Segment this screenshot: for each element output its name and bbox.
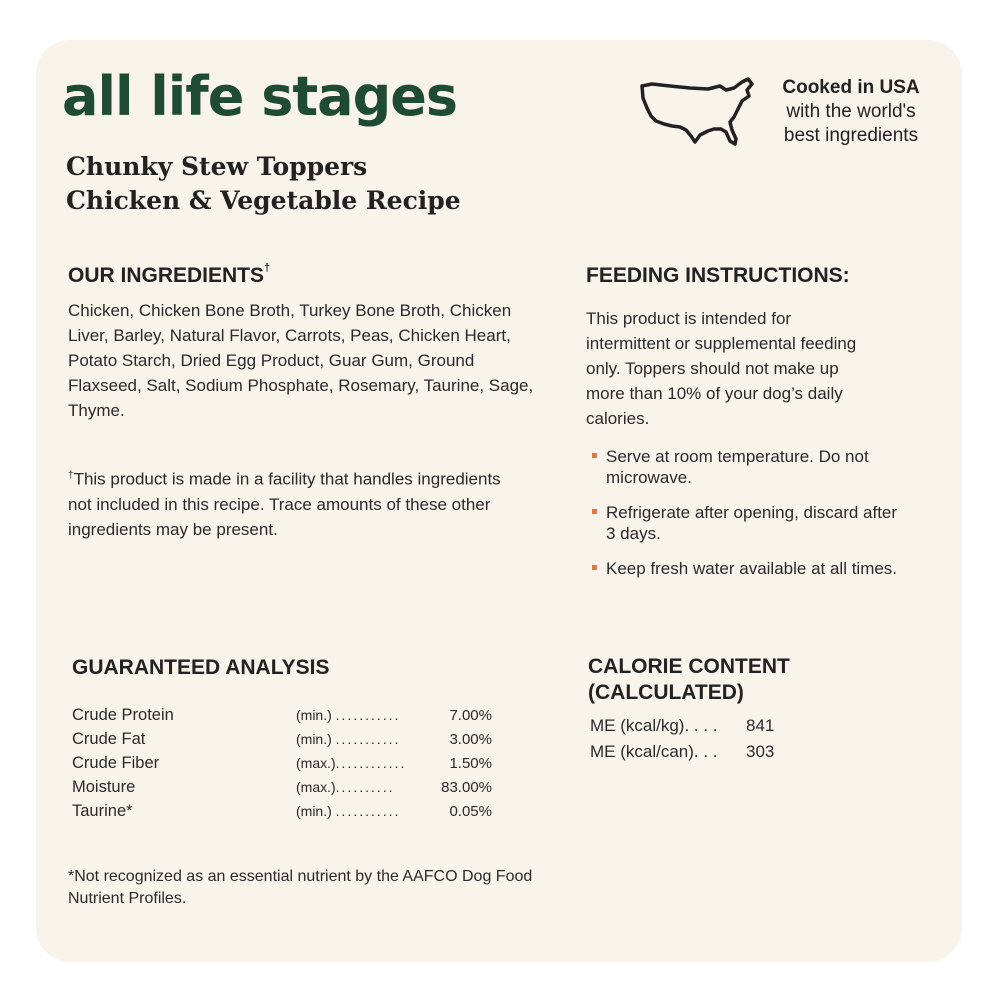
calorie-value-can: 303	[746, 742, 775, 761]
table-row: Crude Fiber (max.)............ 1.50%	[72, 753, 492, 772]
product-name-line1: Chunky Stew Toppers	[66, 152, 368, 181]
calorie-label-kg: ME (kcal/kg). . . .	[590, 716, 718, 735]
ingredients-dagger: †	[264, 262, 271, 274]
bullet-marker	[592, 509, 597, 514]
table-row: Crude Fat (min.) ........... 3.00%	[72, 729, 492, 748]
feeding-heading: FEEDING INSTRUCTIONS:	[586, 264, 850, 287]
feeding-bullet: Keep fresh water available at all times.	[590, 558, 910, 579]
analysis-heading: GUARANTEED ANALYSIS	[72, 656, 330, 679]
feeding-bullet: Serve at room temperature. Do not microwave.	[590, 446, 910, 488]
calorie-value-kg: 841	[746, 716, 775, 735]
feeding-text: This product is intended for intermittent or supplemental feeding only. Toppers should not make up more than 10% of your dog’s daily calories.	[586, 309, 857, 428]
usa-badge-text	[756, 76, 946, 148]
ingredients-list: Chicken, Chicken Bone Broth, Turkey Bone Broth, Chicken Liver, Barley, Natural Flavor, Carrots, Peas, Chicken Heart, Potato Starch, Dried Egg Product, Guar Gum, Ground Flaxseed, Salt, Sodium Phosphate, Rosemary, Taurine, Sage, Thyme.	[68, 301, 534, 420]
page-title: all life stages	[62, 65, 458, 128]
bullet-marker	[592, 453, 597, 458]
feeding-bullets	[590, 446, 910, 593]
ingredients-heading-text: OUR INGREDIENTS	[68, 264, 265, 287]
usa-badge-line2: with the world's	[786, 101, 916, 122]
usa-badge-line1: Cooked in USA	[782, 77, 920, 98]
calorie-heading	[588, 654, 790, 706]
table-row: Crude Protein (min.) ........... 7.00%	[72, 705, 492, 724]
calorie-heading-line2: (CALCULATED)	[588, 681, 744, 704]
calorie-heading-line1: CALORIE CONTENT	[588, 655, 790, 678]
usa-map-icon	[638, 76, 754, 148]
table-row: Moisture (max.).......... 83.00%	[72, 777, 492, 796]
facility-note	[68, 463, 508, 542]
table-row: Taurine* (min.) ........... 0.05%	[72, 801, 492, 820]
product-name-line2: Chicken & Vegetable Recipe	[66, 186, 461, 215]
product-name	[66, 150, 461, 218]
usa-badge-line3: best ingredients	[783, 125, 919, 146]
calorie-label-can: ME (kcal/can). . .	[590, 742, 718, 761]
bullet-marker	[592, 565, 597, 570]
aafco-footnote: *Not recognized as an essential nutrient by the AAFCO Dog Food Nutrient Profiles.	[68, 868, 533, 907]
facility-note-dagger: †	[68, 470, 74, 481]
facility-note-text: This product is made in a facility that handles ingredients not included in this recipe. Trace amounts of these other ingredients may be present.	[68, 469, 501, 539]
feeding-bullet: Refrigerate after opening, discard after 3 days.	[590, 502, 910, 544]
ingredients-heading	[68, 264, 270, 288]
analysis-table	[72, 703, 492, 823]
